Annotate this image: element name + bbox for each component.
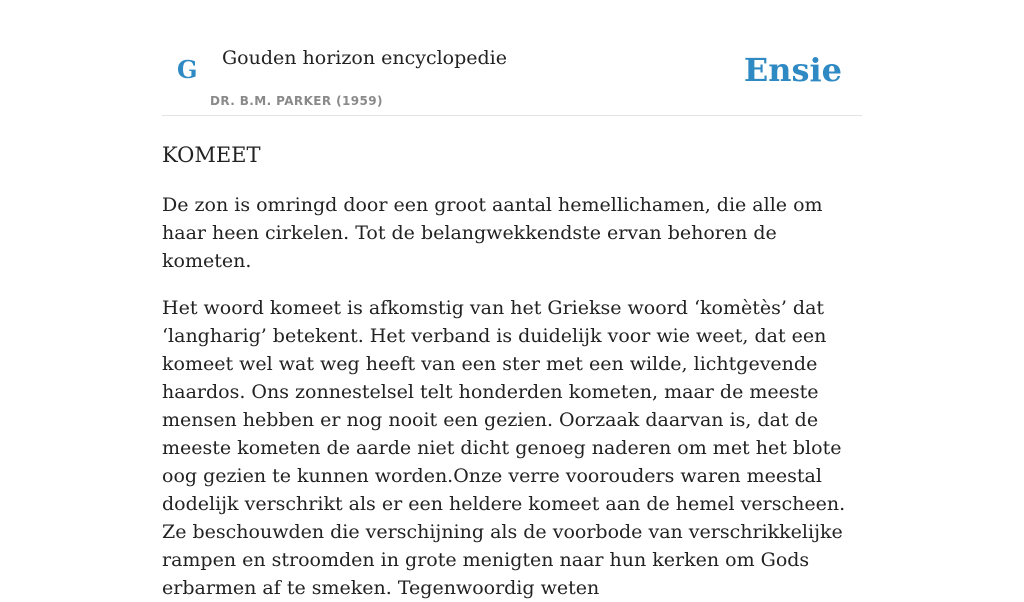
ensie-logo[interactable]: Ensie: [743, 51, 842, 89]
source-header: [162, 0, 862, 116]
book-author: DR. B.M. PARKER (1959): [210, 94, 383, 108]
entry-title: KOMEET: [162, 143, 261, 167]
article-paragraph: Het woord komeet is afkomstig van het Griekse woord ‘komètès’ dat ‘langharig’ betekent. Het verband is duidelijk voor wie weet, dat een komeet wel wat weg heeft van een ster met een wilde, lichtgevende haardos. Ons zonnestelsel telt honderden kometen, maar de meeste mensen hebben er nog nooit een gezien. Oorzaak daarvan is, dat de meeste kometen de aarde niet dicht genoeg naderen om met het blote oog gezien te kunnen worden.Onze verre voorouders waren meestal dodelijk verschrikt als er een heldere komeet aan de hemel verscheen. Ze beschouwden die verschijning als de voorbode van verschrikkelijke rampen en stroomden in grote menigten naar hun kerken om Gods erbarmen af te smeken. Tegenwoordig weten: [162, 297, 846, 599]
book-title[interactable]: Gouden horizon encyclopedie: [222, 47, 507, 69]
article-paragraph: De zon is omringd door een groot aantal hemellichamen, die alle om haar heen cirkelen. Tot de belangwekkendste ervan behoren de kometen.: [162, 194, 823, 272]
book-logo: G: [177, 55, 198, 84]
